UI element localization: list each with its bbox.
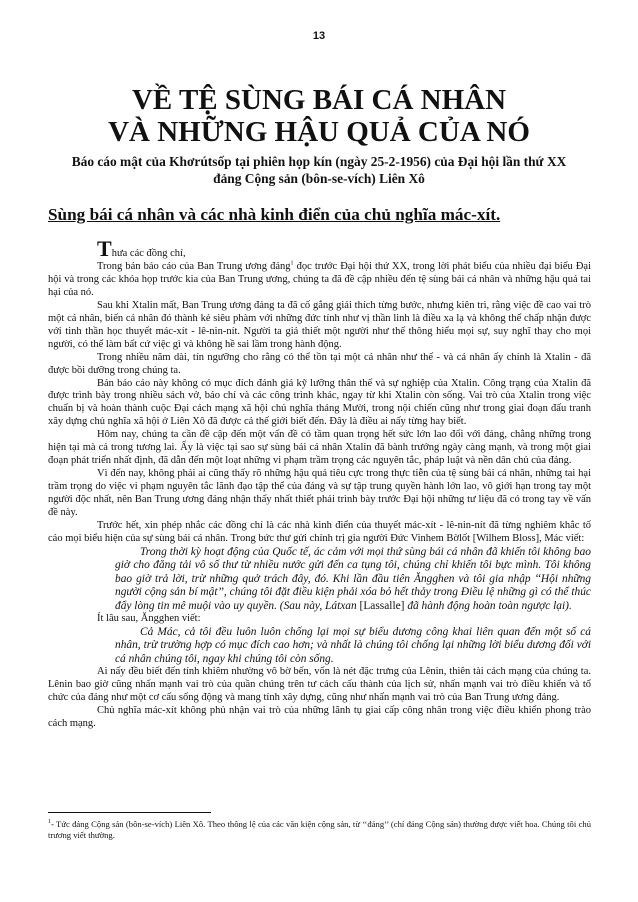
footnote <box>48 819 591 841</box>
paragraph-7: Trước hết, xin phép nhắc các đồng chí là các nhà kinh điển của thuyết mác-xít - lê-nin-nít đã từng nghiêm khắc tố cáo mọi biểu hiện của sự sùng bái cá nhân. Trong bức thư gửi chính trị gia người Đức Vinhem Bờlốt [Wilhem Bloss], Mác viết: <box>48 520 591 544</box>
paragraph-5: Hôm nay, chúng ta cần đề cập đến một vấn đề có tầm quan trọng hết sức lớn lao đối với đảng, chẳng những trong hiện tại mà cả trong tương lai. Ấy là việc tại sao sự sùng bái cá nhân Xtalin đã bành trướng ngày càng mạnh, và trong một giai đoạn phát triển nhất định, đã dẫn đến một loạt những vi phạm trầm trọng các nguyên tắc, pháp luật và nền dân chủ của đảng. <box>48 429 591 467</box>
paragraph-9: Ai nấy đều biết đến tính khiêm nhường vô bờ bến, vốn là nét đặc trưng của Lênin, thiên tài cách mạng của chúng ta. Lênin bao giờ cũng nhấn mạnh vai trò của quần chúng trên tư cách cấu thành của lịch sử, nhấn mạnh vai trò điều khiển và tổ chức của đảng như một cơ cấu sống động và mang tính xây dựng, cũng như nhấn mạnh vai trò của Ban Trung ương đảng. <box>48 666 591 704</box>
footnote-ref[interactable]: 1 <box>290 260 294 267</box>
greeting-text: hưa các đồng chí, <box>111 248 186 259</box>
paragraph-1 <box>48 261 591 300</box>
quote-text: Trong thời kỳ hoạt động của Quốc tế, ác cảm với mọi thứ sùng bái cá nhân đã khiến tôi không bao giờ cho đăng tải vô số thư từ nhiều nước gửi đến ca tụng tôi, chúng chỉ khiến tôi bực mình. Tôi không bao giờ trả lời, trừ những quở trách đây, đó. Khi lần đầu tiên Ăngghen và tôi gia nhập ‘‘Hội những người cộng sản bí mật’’, chúng tôi đặt điều kiện phải xóa bỏ hết thảy trong Điều lệ những gì có thể thúc đẩy lòng tin mê muội vào uy quyền. (Sau này, Látxan <box>115 545 591 612</box>
title-line-1: VỀ TỆ SÙNG BÁI CÁ NHÂN <box>131 84 507 116</box>
paragraph-3: Trong nhiều năm dài, tín ngưỡng cho rằng có thể tồn tại một cá nhân như thế - và cá nhân ấy chính là Xtalin - đã được bồi dưỡng trong chúng ta. <box>48 351 591 376</box>
quote-marx <box>115 546 591 613</box>
body-text <box>48 236 591 731</box>
footnote-number: 1 <box>48 819 51 826</box>
quote-text: đã hành động hoàn toàn ngược lại). <box>404 599 572 612</box>
footnote-text: - Tức đảng Cộng sản (bôn-se-vích) Liên Xô. Theo thông lệ của các văn kiện cộng sản, từ ‘‘đảng’’ (chỉ đảng Cộng sản) thường được viết hoa. Chúng tôi chủ trương viết thường. <box>48 819 591 840</box>
drop-cap: T <box>97 236 112 261</box>
page-number: 13 <box>312 30 326 42</box>
paragraph-2: Sau khi Xtalin mất, Ban Trung ương đảng ta đã cố gắng giải thích từng bước, nhưng kiên trì, rằng việc đề cao vai trò một cá nhân, biến cá nhân đó thành kẻ siêu phàm với những đức tính như vị thần linh là điều xa lạ và không thể chấp nhận được với tinh thần học thuyết mác-xít - lê-nin-nít. Người ta giả thiết một người như thế thông hiểu mọi sự, suy nghĩ thay cho mọi người, có thể làm bất cứ việc gì và không hề sai lầm trong hành động. <box>48 299 591 350</box>
subtitle-line-1: Báo cáo mật của Khơrútsốp tại phiên họp kín (ngày 25-2-1956) của Đại hội lần thứ XX <box>71 154 567 169</box>
paragraph-text: Trong bản báo cáo của Ban Trung ương đảng <box>97 260 291 272</box>
greeting <box>48 236 591 261</box>
title-line-2: VÀ NHỮNG HẬU QUẢ CỦA NÓ <box>108 116 530 148</box>
paragraph-4: Bản báo cáo này không có mục đích đánh giá kỹ lưỡng thân thế và sự nghiệp của Xtalin. Công trạng của Xtalin đã được trình bày trong nhiều sách vở, báo chí và các công trình khác, ngay từ khi Xtalin còn sống. Vai trò của Xtalin trong việc chuẩn bị và hoàn thành cuộc Đại cách mạng xã hội chủ nghĩa tháng Mười, trong nội chiến cũng như trong giai đoạn đấu tranh xây dựng chủ nghĩa xã hội ở Liên Xô đã được cả thế giới biết đến. Đây là điều ai nấy từng hay biết. <box>48 377 591 428</box>
quote-text-plain: [Lassalle] <box>359 599 405 612</box>
paragraph-text: đọc trước Đại hội thứ XX, trong lời phát biểu của nhiều đại biểu Đại hội và trong các khóa họp trước kia của Ban Trung ương, chúng ta đã đề cập nhiều đến tệ sùng bái cá nhân và những hậu quả tai hại của nó. <box>48 260 591 298</box>
footnote-divider <box>48 812 211 813</box>
quote-engels: Cả Mác, cả tôi đều luôn luôn chống lại mọi sự biểu dương công khai liên quan đến một số cá nhân, trừ trường hợp có mục đích cao hơn; và nhất là chúng tôi chống lại những lời biểu dương đối với cá nhân chúng tôi, ngay khi chúng tôi còn sống. <box>115 625 591 665</box>
paragraph-6: Vì đến nay, không phải ai cũng thấy rõ những hậu quả tiêu cực trong thực tiễn của tệ sùng bái cá nhân, những tai hại trầm trọng do việc vi phạm nguyên tắc lãnh đạo tập thể của đảng và sự tập trung quyền hành lớn lao, vô giới hạn trong tay một người độc nhất, nên Ban Trung ương đảng nhận thấy nhất thiết phải trình bày trước Đại hội những tư liệu đã có trong tay về vấn đề này. <box>48 468 591 519</box>
section-heading: Sùng bái cá nhân và các nhà kinh điển của chủ nghĩa mác-xít. <box>48 205 501 224</box>
subtitle-line-2: đảng Cộng sản (bôn-se-vích) Liên Xô <box>213 171 425 186</box>
paragraph-8: Ít lâu sau, Ăngghen viết: <box>97 612 201 624</box>
paragraph-10: Chủ nghĩa mác-xít không phủ nhận vai trò của những lãnh tụ giai cấp công nhân trong việc điều khiển phong trào cách mạng. <box>48 704 591 729</box>
document-title <box>0 84 638 148</box>
document-subtitle <box>40 153 598 187</box>
